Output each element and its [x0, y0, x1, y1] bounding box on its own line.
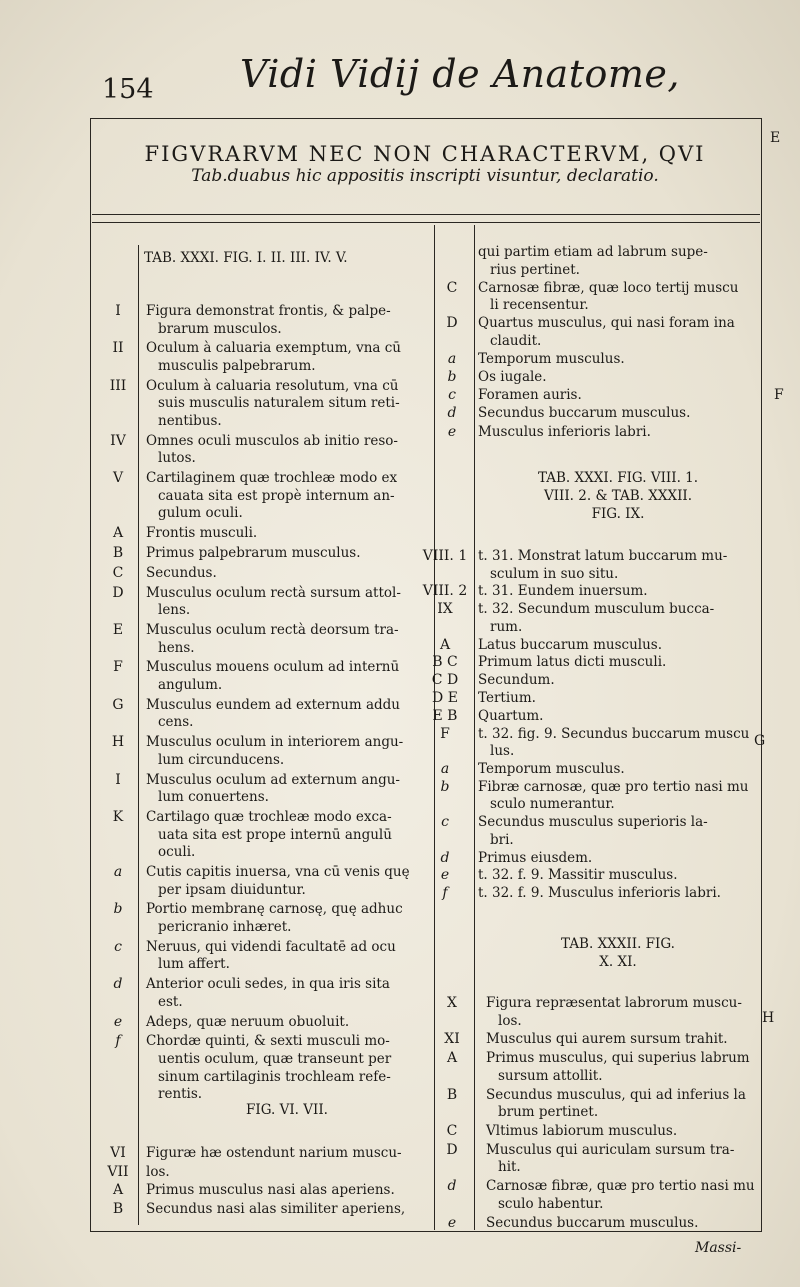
entry-key: D [446, 315, 458, 332]
entry-text: t. 32. f. 9. Massitir musculus. [478, 867, 678, 884]
running-head: Vidi Vidij de Anatome, [240, 52, 680, 96]
entry-key: III [109, 377, 127, 394]
entry-key: XI [444, 1031, 460, 1048]
entry-text: lum affert. [158, 956, 230, 973]
entry-text: bri. [490, 831, 514, 848]
right-table-header: TAB. XXXI. FIG. VIII. 1. [537, 470, 699, 486]
entry-text: pericranio inhæret. [158, 919, 292, 935]
entry-text: cens. [158, 714, 194, 731]
entry-key: a [447, 351, 457, 368]
entry-key: C D [431, 672, 459, 689]
entry-text: Primum latus dicti musculi. [478, 654, 667, 671]
entry-text: gulum oculi. [158, 505, 243, 522]
entry-key: b [440, 778, 450, 795]
entry-text: t. 32. fig. 9. Secundus buccarum muscu [478, 725, 750, 742]
entry-text: Anterior oculi sedes, in qua iris sita [146, 976, 390, 993]
entry-text: Musculus oculum rectà deorsum tra- [146, 622, 399, 638]
entry-text: Musculus eundem ad externum addu [146, 696, 400, 713]
entry-text: sursum attollit. [498, 1067, 603, 1084]
title-rule-double [92, 222, 760, 223]
entry-text: Fibræ carnosæ, quæ pro tertio nasi mu [478, 778, 749, 795]
entry-text: Musculus oculum rectà sursum attol- [146, 584, 401, 601]
entry-text: Primus musculus, qui superius labrum [486, 1050, 750, 1067]
entry-text: per ipsam diuiduntur. [158, 881, 306, 898]
entry-text: est. [158, 993, 183, 1010]
entry-text: uentis oculum, quæ transeunt per [158, 1051, 392, 1067]
entry-text: Temporum musculus. [478, 761, 625, 777]
entry-text: Primus palpebrarum musculus. [146, 545, 361, 561]
entry-key: d [440, 849, 450, 866]
entry-key: e [447, 423, 457, 440]
entry-text: lens. [158, 602, 191, 619]
entry-key: d [447, 1178, 457, 1195]
entry-text: sculum in suo situ. [490, 565, 619, 582]
entry-key: D [112, 584, 124, 601]
entry-key: VII [107, 1163, 129, 1180]
entry-text: Secundus buccarum musculus. [486, 1214, 699, 1231]
margin-letter-h: H [762, 1010, 775, 1026]
entry-text: Primus musculus nasi alas aperiens. [146, 1182, 395, 1199]
entry-text: Secundus. [146, 564, 217, 581]
entry-text: Musculus inferioris labri. [478, 423, 651, 440]
entry-key: F [440, 725, 450, 742]
entry-key: f [442, 885, 448, 902]
entry-text: Oculum à caluaria resolutum, vna cū [146, 377, 399, 394]
entry-text: Secundus musculus, qui ad inferius la [486, 1086, 746, 1103]
entry-text: lus. [490, 743, 515, 760]
entry-key: IX [437, 601, 453, 618]
right-table-header: FIG. IX. [591, 506, 645, 522]
right-table-header-2: TAB. XXXII. FIG. [561, 936, 675, 952]
entry-text: Oculum à caluaria exemptum, vna cū [146, 340, 402, 357]
entry-text: Frontis musculi. [146, 525, 258, 542]
entry-key: E [112, 622, 124, 638]
entry-text: Musculus oculum in interiorem angu- [146, 734, 404, 751]
entry-text: li recensentur. [490, 297, 589, 314]
entry-text: brum pertinet. [498, 1104, 599, 1121]
entry-text: Quartus musculus, qui nasi foram ina [478, 315, 735, 332]
entry-text: Tertium. [478, 690, 536, 706]
entry-key: e [113, 1013, 123, 1030]
page-header [100, 48, 720, 108]
entry-text: Os iugale. [478, 369, 547, 386]
entry-text: Secundus musculus superioris la- [478, 814, 708, 831]
entry-key: II [112, 340, 124, 357]
entry-text: rius pertinet. [490, 261, 580, 278]
entry-key: C [112, 564, 124, 581]
entry-key: A [446, 1050, 458, 1067]
entry-text: Portio membranę carnosę, quę adhuc [146, 901, 403, 918]
page-number: 154 [102, 74, 154, 105]
right-table-header: VIII. 2. & TAB. XXXII. [543, 488, 693, 504]
entry-text: Cartilaginem quæ trochleæ modo ex [146, 470, 398, 487]
entry-key: I [115, 303, 121, 319]
entry-key: VIII. 2 [422, 583, 468, 600]
entry-text: Figura demonstrat frontis, & palpe- [146, 303, 391, 319]
table-title: FIGVRARVM NEC NON CHARACTERVM, QVI [144, 142, 706, 166]
entry-text: brarum musculos. [158, 320, 282, 337]
entry-text: Primus eiusdem. [478, 849, 593, 866]
entry-text: Vltimus labiorum musculus. [486, 1123, 678, 1139]
entry-text: Secundum. [478, 672, 555, 689]
entry-key: a [440, 761, 450, 777]
entry-key: d [113, 976, 123, 993]
entry-key: a [113, 864, 123, 880]
title-rule [92, 214, 760, 215]
entry-text: Secundus buccarum musculus. [478, 405, 691, 422]
entry-text: Cartilago quæ trochleæ modo exca- [146, 809, 392, 825]
entry-text: t. 32. f. 9. Musculus inferioris labri. [478, 885, 721, 902]
margin-letter-e: E [770, 130, 781, 146]
entry-text: Figuræ hæ ostendunt narium muscu- [146, 1145, 402, 1161]
entry-text: musculis palpebrarum. [158, 358, 316, 374]
entry-text: Carnosæ fibræ, quæ pro tertio nasi mu [486, 1178, 755, 1195]
entry-key: E B [432, 707, 458, 724]
entry-text: uata sita est prope internū angulū [158, 826, 392, 843]
entry-key: C [446, 279, 458, 296]
entry-key: c [114, 938, 122, 955]
entry-key: c [448, 387, 456, 404]
entry-text: hens. [158, 639, 195, 656]
entry-text: Quartum. [478, 707, 544, 724]
entry-text: qui partim etiam ad labrum supe- [478, 244, 708, 260]
entry-key: e [440, 867, 450, 884]
entry-text: Figura repræsentat labrorum muscu- [486, 995, 742, 1011]
entry-text: Temporum musculus. [478, 351, 625, 368]
entry-text: Musculus mouens oculum ad internū [146, 659, 400, 676]
entry-text: hit. [498, 1159, 521, 1176]
entry-key: IV [110, 432, 126, 449]
entry-key: c [441, 814, 449, 831]
entry-text: Neruus, qui videndi facultatē ad ocu [146, 938, 396, 955]
entry-text: Secundus nasi alas similiter aperiens, [146, 1200, 406, 1217]
entry-text: claudit. [490, 333, 542, 349]
entry-text: rum. [490, 618, 523, 635]
entry-text: lum circunducens. [158, 751, 285, 768]
entry-key: K [112, 809, 124, 825]
entry-text: lum conuertens. [158, 789, 269, 806]
entry-key: C [446, 1123, 458, 1139]
entry-key: VIII. 1 [422, 548, 468, 564]
left-table-header: TAB. XXXI. FIG. I. II. III. IV. V. [144, 250, 348, 266]
entry-text: Omnes oculi musculos ab initio reso- [146, 432, 398, 449]
entry-text: Foramen auris. [478, 387, 582, 404]
entry-text: t. 31. Eundem inuersum. [478, 583, 648, 600]
entry-key: f [115, 1033, 121, 1050]
entry-key: e [447, 1214, 457, 1231]
entry-text: los. [498, 1012, 522, 1029]
entry-text: Latus buccarum musculus. [478, 636, 663, 653]
center-divider [474, 225, 475, 1230]
table-subtitle: Tab.duabus hic appositis inscripti visuntur, declaratio. [191, 166, 659, 186]
entry-key: H [111, 734, 125, 751]
entry-text: Musculus oculum ad externum angu- [146, 771, 400, 788]
margin-letter-g: G [754, 733, 766, 749]
entry-key: B [112, 1200, 124, 1217]
entry-key: X [447, 995, 457, 1011]
entry-key: G [112, 696, 124, 713]
entry-text: nentibus. [158, 413, 222, 429]
entry-text: rentis. [158, 1086, 203, 1103]
entry-text: t. 32. Secundum musculum bucca- [478, 601, 715, 618]
entry-key: d [447, 405, 457, 422]
entry-key: B [112, 545, 124, 561]
entry-text: sculo habentur. [498, 1195, 604, 1212]
right-table-header-2: X. XI. [599, 954, 637, 970]
entry-key: F [113, 659, 123, 676]
entry-text: Chordæ quinti, & sexti musculi mo- [146, 1033, 390, 1050]
entry-key: D E [432, 690, 458, 706]
entry-text: Cutis capitis inuersa, vna cū venis quę [146, 864, 410, 880]
entry-key: D [446, 1141, 458, 1158]
entry-text: suis musculis naturalem situm reti- [158, 395, 400, 412]
entry-key: b [447, 369, 457, 386]
entry-key: B [446, 1086, 458, 1103]
catchword: Massi- [695, 1240, 742, 1256]
entry-text: sinum cartilaginis trochleam refe- [158, 1068, 391, 1085]
entry-text: oculi. [158, 844, 196, 861]
entry-text: t. 31. Monstrat latum buccarum mu- [478, 548, 728, 564]
entry-text: cauata sita est propè internum an- [158, 487, 395, 504]
left-fig-header: FIG. VI. VII. [246, 1102, 328, 1118]
entry-text: lutos. [158, 450, 196, 467]
entry-text: Carnosæ fibræ, quæ loco tertij muscu [478, 279, 739, 296]
entry-key: VI [110, 1145, 126, 1161]
entry-text: sculo numerantur. [490, 796, 615, 813]
entry-key: b [113, 901, 123, 918]
entry-text: los. [146, 1163, 170, 1180]
entry-text: Musculus qui aurem sursum trahit. [486, 1031, 728, 1048]
left-key-rule [138, 245, 139, 1225]
entry-text: Adeps, quæ neruum obuoluit. [146, 1013, 350, 1030]
entry-text: angulum. [158, 677, 223, 693]
entry-key: V [112, 470, 124, 487]
entry-text: Musculus qui auriculam sursum tra- [486, 1141, 735, 1158]
entry-key: A [112, 1182, 124, 1199]
entry-key: A [112, 525, 124, 542]
entry-key: B C [432, 654, 458, 671]
entry-key: I [115, 771, 121, 788]
margin-letter-f: F [774, 387, 784, 403]
entry-key: A [439, 636, 451, 653]
